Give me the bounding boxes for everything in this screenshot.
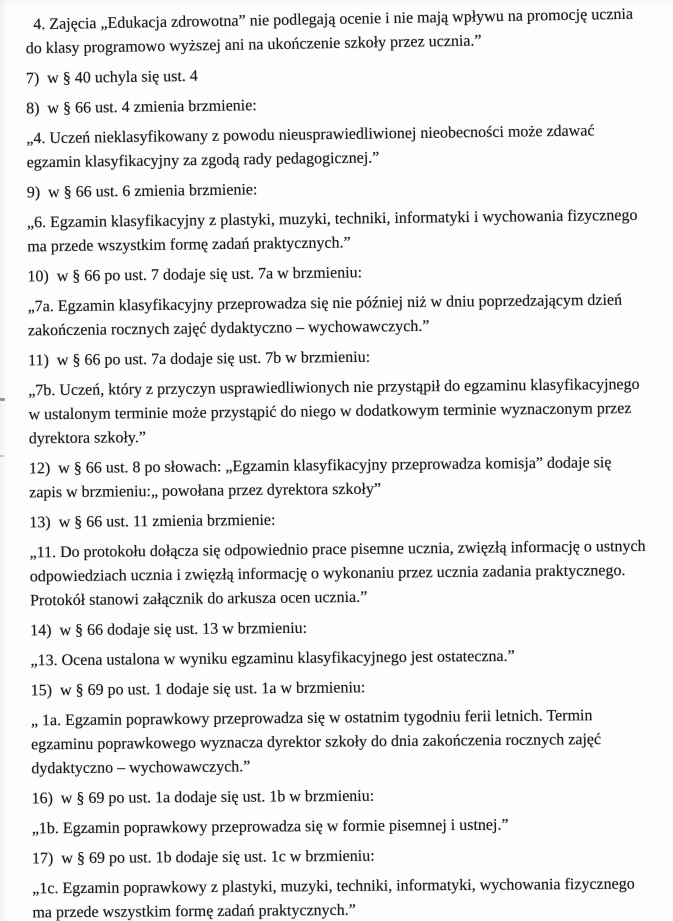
document-paragraph: „6. Egzamin klasyfikacyjny z plastyki, muzyki, techniki, informatyki i wychowania fizycznego ma przede wszystkim formę zadań praktycznych.” — [26, 206, 638, 256]
document-paragraph: „7a. Egzamin klasyfikacyjny przeprowadza się nie później niż w dniu poprzedzającym dzień zakończenia rocznych zajęć dydaktyczno – wychowawczych.” — [27, 291, 623, 340]
document-paragraph: „1c. Egzamin poprawkowy z plastyki, muzyki, techniki, informatyki, wychowania fizycznego ma przede wszystkim formę zadań praktycznych.” — [32, 875, 635, 921]
document-paragraph: 15) w § 69 po ust. 1 dodaje się ust. 1a w brzmieniu: — [30, 679, 366, 700]
document-paragraph: „4. Uczeń nieklasyfikowany z powodu nieusprawiedliwionej nieobecności może zdawać egzamin klasyfikacyjny za zgodą rady pedagogicznej.” — [26, 122, 595, 172]
document-paragraph: 8) w § 66 ust. 4 zmienia brzmienie: — [26, 97, 257, 118]
document-paragraph: 14) w § 66 dodaje się ust. 13 w brzmieniu: — [30, 619, 308, 640]
document-paragraph: 11) w § 66 po ust. 7a dodaje się ust. 7b w brzmieniu: — [28, 348, 371, 370]
document-paragraph: 16) w § 69 po ust. 1a dodaje się ust. 1b w brzmieniu: — [31, 787, 375, 808]
document-paragraph: 13) w § 66 ust. 11 zmienia brzmienie: — [29, 511, 276, 532]
document-paragraph: 9) w § 66 ust. 6 zmienia brzmienie: — [26, 181, 258, 202]
document-paragraph: 4. Zajęcia „Edukacja zdrowotna” nie podlegają ocenie i nie mają wpływu na promocję ucznia do klasy programowo wyższej ani na ukończenie szkoły przez ucznia.” — [25, 5, 634, 58]
document-paragraph: „ 1a. Egzamin poprawkowy przeprowadza się w ostatnim tygodniu ferii letnich. Termin egzaminu poprawkowego wyznacza dyrektor szkoły do dnia zakończenia rocznych zajęć dydaktyczno – wychowawczych.” — [30, 707, 602, 778]
document-paragraph: „7b. Uczeń, który z przyczyn usprawiedliwionych nie przystąpił do egzaminu klasyfikacyjnego w ustalonym terminie może przystąpić do niego w dodatkowym terminie wyznaczonym przez dyrektora szkoły.” — [28, 375, 640, 448]
document-paragraph: 7) w § 40 uchyla się ust. 4 — [25, 67, 198, 88]
document-paragraph: „13. Ocena ustalona w wyniku egzaminu klasyfikacyjnego jest ostateczna.” — [30, 647, 515, 670]
document-paragraph: „11. Do protokołu dołącza się odpowiednio prace pisemne ucznia, zwięzłą informację o ustnych odpowiedziach ucznia i zwięzłą informację o wykonaniu przez ucznia zadania praktycznego. Protokół stanowi załącznik do arkusza ocen ucznia.” — [29, 537, 646, 610]
document-paragraph: 10) w § 66 po ust. 7 dodaje się ust. 7a w brzmieniu: — [27, 264, 363, 286]
document-paragraph: „1b. Egzamin poprawkowy przeprowadza się w formie pisemnej i ustnej.” — [31, 816, 509, 838]
document-paragraph: 17) w § 69 po ust. 1b dodaje się ust. 1c w brzmieniu: — [31, 847, 375, 868]
document-paragraph: 12) w § 66 ust. 8 po słowach: „Egzamin klasyfikacyjny przeprowadza komisja” dodaje się zapis w brzmieniu:„ powołana przez dyrektora szkoły” — [28, 454, 612, 502]
